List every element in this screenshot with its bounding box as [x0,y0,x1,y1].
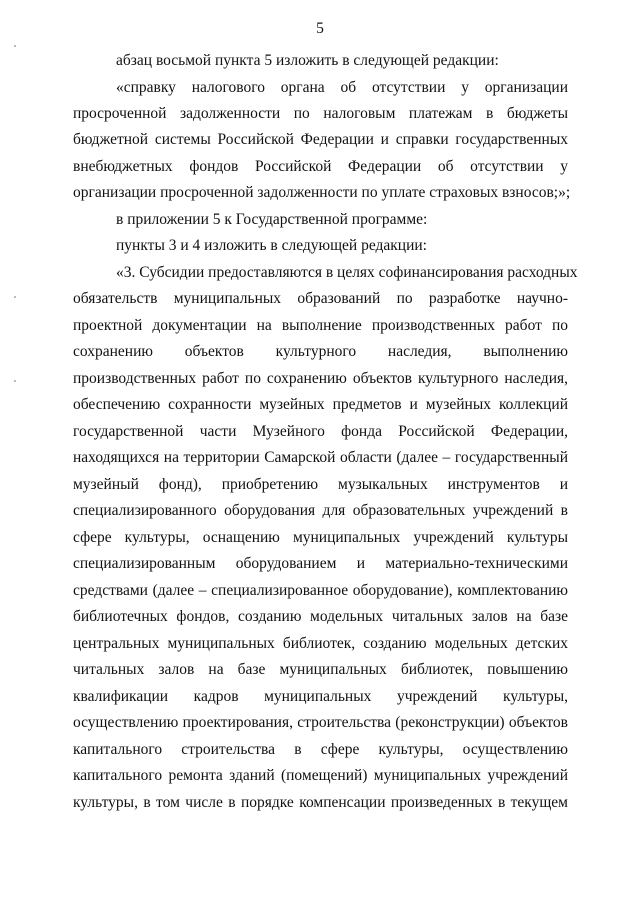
text-line: квалификации кадров муниципальных учреждений культуры, [73,688,568,705]
text-line: внебюджетных фондов Российской Федерации об отсутствии у [73,158,568,175]
text-line: культуры, в том числе в порядке компенсации произведенных в текущем [73,794,568,811]
page-number: 5 [316,20,324,37]
text-line: бюджетной системы Российской Федерации и справки государственных [73,131,568,148]
text-line: капитального ремонта зданий (помещений) муниципальных учреждений [73,767,568,784]
text-line: в приложении 5 к Государственной программе: [116,211,428,228]
text-line: специализированного оборудования для образовательных учреждений в [73,502,568,519]
margin-mark [14,45,16,47]
text-line: осуществлению проектирования, строительства (реконструкции) объектов [73,714,568,731]
text-line: читальных залов на базе муниципальных библиотек, повышению [73,661,568,678]
text-line: средствами (далее – специализированное оборудование), комплектованию [73,582,568,599]
text-line: «3. Субсидии предоставляются в целях софинансирования расходных [116,264,578,281]
text-line: музейный фонд), приобретению музыкальных инструментов и [73,476,568,493]
text-line: «справку налогового органа об отсутствии у организации [116,79,568,96]
margin-mark [14,380,16,382]
text-line: проектной документации на выполнение производственных работ по [73,317,568,334]
text-line: просроченной задолженности по налоговым платежам в бюджеты [73,105,568,122]
text-line: библиотечных фондов, созданию модельных читальных залов на базе [73,608,568,625]
text-line: абзац восьмой пункта 5 изложить в следующей редакции: [116,52,499,69]
text-line: специализированным оборудованием и материально-техническими [73,555,568,572]
text-line: капитального строительства в сфере культуры, осуществлению [73,741,568,758]
text-line: обязательств муниципальных образований по разработке научно- [73,290,568,307]
text-line: обеспечению сохранности музейных предметов и музейных коллекций [73,396,568,413]
text-line: центральных муниципальных библиотек, созданию модельных детских [73,635,568,652]
text-line: государственной части Музейного фонда Российской Федерации, [73,423,568,440]
text-line: находящихся на территории Самарской области (далее – государственный [73,449,568,466]
margin-mark [14,296,16,298]
text-line: сохранению объектов культурного наследия, выполнению [73,343,568,360]
text-line: сфере культуры, оснащению муниципальных учреждений культуры [73,529,568,546]
text-line: производственных работ по сохранению объектов культурного наследия, [73,370,568,387]
text-line: организации просроченной задолженности по уплате страховых взносов;»; [73,184,571,201]
text-line: пункты 3 и 4 изложить в следующей редакции: [116,237,427,254]
